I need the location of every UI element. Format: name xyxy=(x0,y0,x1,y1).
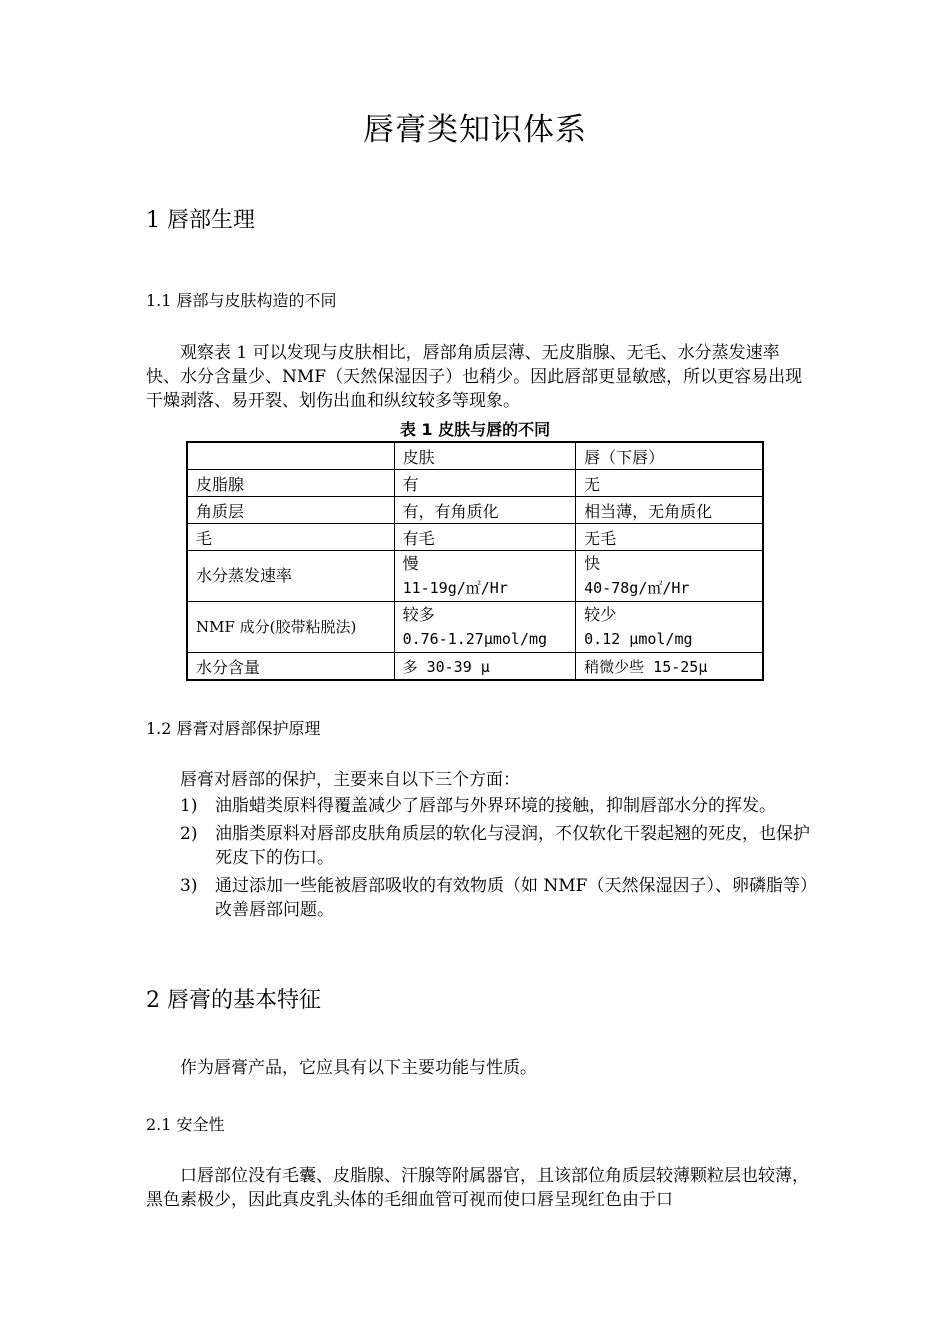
table-cell-lip-line1: 快 xyxy=(584,554,601,573)
section-1-heading: 1 唇部生理 xyxy=(146,208,255,233)
section-1-1-paragraph: 观察表 1 可以发现与皮肤相比，唇部角质层薄、无皮脂腺、无毛、水分蒸发速率快、水分含量少、NMF（天然保湿因子）也稍少。因此唇部更显敏感，所以更容易出现干燥剥落、易开裂、划伤出血和纵纹较多等现象。 xyxy=(146,343,803,411)
list-item-number: 1) xyxy=(180,796,198,816)
table-cell-skin: 多 30-39 μ xyxy=(394,653,576,681)
list-item xyxy=(180,794,820,818)
table-cell-skin: 有，有角质化 xyxy=(394,497,576,524)
table-cell-lip: 稍微少些 15-25μ xyxy=(576,653,763,681)
protection-principles-list xyxy=(180,794,820,926)
table-row-label: 毛 xyxy=(187,524,394,551)
table-header-cell: 唇（下唇） xyxy=(576,442,763,470)
list-item-number: 2) xyxy=(180,824,198,844)
section-1-1-heading: 1.1 唇部与皮肤构造的不同 xyxy=(146,291,337,310)
table-row xyxy=(187,602,763,653)
table-cell-skin: 有毛 xyxy=(394,524,576,551)
table-1-caption: 表 1 皮肤与唇的不同 xyxy=(399,420,551,439)
document-title: 唇膏类知识体系 xyxy=(363,112,587,148)
table-cell-lip: 相当薄，无角质化 xyxy=(576,497,763,524)
section-2-1-heading: 2.1 安全性 xyxy=(146,1115,225,1134)
table-cell-lip: 无毛 xyxy=(576,524,763,551)
table-cell-skin xyxy=(394,551,576,602)
section-1-2-heading: 1.2 唇膏对唇部保护原理 xyxy=(146,719,321,738)
table-row xyxy=(187,497,763,524)
table-cell-lip-line1: 较少 xyxy=(584,605,617,624)
table-header-cell: 皮肤 xyxy=(394,442,576,470)
table-row-label: NMF 成分(胶带粘脱法) xyxy=(187,602,394,653)
table-cell-skin-line1: 慢 xyxy=(402,554,419,573)
skin-lip-comparison-table xyxy=(186,441,764,681)
list-item xyxy=(180,874,820,922)
table-row-label: 水分含量 xyxy=(187,653,394,681)
section-2-paragraph: 作为唇膏产品，它应具有以下主要功能与性质。 xyxy=(180,1058,537,1078)
table-header-cell xyxy=(187,442,394,470)
table-row xyxy=(187,524,763,551)
table-cell-skin: 有 xyxy=(394,470,576,497)
table-row-label: 皮脂腺 xyxy=(187,470,394,497)
table-row xyxy=(187,551,763,602)
list-item-text: 油脂类原料对唇部皮肤角质层的软化与浸润，不仅软化干裂起翘的死皮，也保护死皮下的伤口。 xyxy=(215,824,810,868)
table-row xyxy=(187,653,763,681)
table-cell-skin-line1: 较多 xyxy=(402,605,435,624)
section-1-2-intro: 唇膏对唇部的保护，主要来自以下三个方面： xyxy=(180,770,520,790)
table-cell-lip xyxy=(576,551,763,602)
section-2-1-paragraph: 口唇部位没有毛囊、皮脂腺、汗腺等附属器官，且该部位角质层较薄颗粒层也较薄，黑色素极少，因此真皮乳头体的毛细血管可视而使口唇呈现红色由于口 xyxy=(146,1166,809,1210)
table-cell-skin-line2: 11-19g/㎡/Hr xyxy=(402,579,508,597)
list-item xyxy=(180,822,820,870)
section-2-heading: 2 唇膏的基本特征 xyxy=(146,988,321,1013)
table-cell-lip xyxy=(576,602,763,653)
table-header-row xyxy=(187,442,763,470)
table-row-label: 角质层 xyxy=(187,497,394,524)
list-item-number: 3) xyxy=(180,876,198,896)
list-item-text: 通过添加一些能被唇部吸收的有效物质（如 NMF（天然保湿因子）、卵磷脂等）改善唇部问题。 xyxy=(215,876,817,920)
table-cell-skin-line2: 0.76-1.27μmol/mg xyxy=(402,630,548,648)
table-row xyxy=(187,470,763,497)
table-cell-lip-line2: 40-78g/㎡/Hr xyxy=(584,579,690,597)
table-row-label: 水分蒸发速率 xyxy=(187,551,394,602)
table-cell-lip-line2: 0.12 μmol/mg xyxy=(584,630,693,648)
table-cell-skin xyxy=(394,602,576,653)
list-item-text: 油脂蜡类原料得覆盖减少了唇部与外界环境的接触，抑制唇部水分的挥发。 xyxy=(215,796,776,816)
table-cell-lip: 无 xyxy=(576,470,763,497)
